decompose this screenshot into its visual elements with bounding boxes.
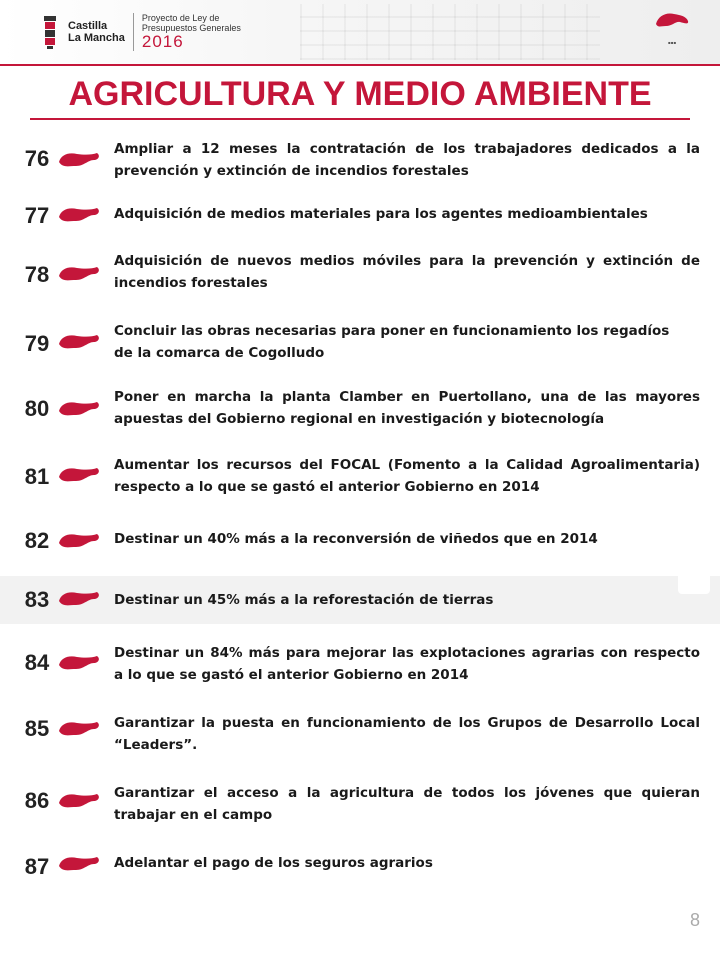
item-number: 79 [24, 331, 50, 356]
item-number: 80 [24, 396, 50, 421]
item-text: Destinar un 45% más a la reforestación de tierras [114, 592, 494, 608]
item-text: Adquisición de medios materiales para los agentes medioambientales [114, 206, 648, 222]
region-logo-caption: ▪▪▪ [667, 40, 677, 45]
item-text: Aumentar los recursos del FOCAL (Fomento a la Calidad Agroalimentaria) respecto a lo que se gastó el anterior Gobierno en 2014 [114, 457, 700, 495]
brand-logo [40, 12, 241, 52]
region-map-icon [58, 332, 102, 352]
item-text: Destinar un 40% más a la reconversión de viñedos que en 2014 [114, 531, 598, 547]
region-map-icon [654, 10, 690, 34]
item-number: 85 [24, 716, 50, 741]
brand-name [68, 20, 125, 44]
item-text: Destinar un 84% más para mejorar las explotaciones agrarias con respecto a lo que se gastó el anterior Gobierno en 2014 [114, 645, 700, 683]
project-line1: Proyecto de Ley de [141, 13, 220, 23]
item-number: 82 [24, 528, 50, 553]
region-map-icon [58, 653, 102, 673]
region-map-icon [58, 264, 102, 284]
region-map-icon [58, 205, 102, 225]
item-number: 83 [24, 587, 50, 612]
region-map-icon [58, 150, 102, 170]
brand-separator [133, 13, 134, 51]
item-text: Ampliar a 12 meses la contratación de los trabajadores dedicados a la prevención y extinción de incendios forestales [114, 141, 700, 179]
region-logo [654, 10, 690, 45]
project-line2: Presupuestos Generales [141, 23, 241, 33]
title-divider [30, 118, 690, 120]
item-number: 76 [24, 146, 50, 171]
item-text: Adelantar el pago de los seguros agrarios [114, 855, 433, 871]
region-map-icon [58, 465, 102, 485]
item-text: Garantizar el acceso a la agricultura de todos los jóvenes que quieran trabajar en el campo [114, 785, 700, 823]
item-text: Adquisición de nuevos medios móviles para la prevención y extinción de incendios forestales [114, 253, 700, 291]
item-number: 77 [24, 203, 50, 228]
region-map-icon [58, 791, 102, 811]
header-divider [0, 64, 720, 66]
budget-project [142, 13, 241, 51]
item-number: 81 [24, 464, 50, 489]
item-number: 86 [24, 788, 50, 813]
region-map-icon [58, 399, 102, 419]
crest-icon [40, 12, 60, 52]
region-map-icon [58, 719, 102, 739]
brand-name-line1: Castilla [68, 20, 108, 32]
region-map-icon [58, 531, 102, 551]
item-number: 87 [24, 854, 50, 879]
region-map-icon [58, 589, 102, 609]
item-number: 78 [24, 262, 50, 287]
item-text: Concluir las obras necesarias para poner en funcionamiento los regadíos de la comarca de Cogolludo [114, 323, 670, 361]
budget-year: 2016 [141, 32, 184, 51]
header-decoration [300, 4, 600, 60]
page-title: AGRICULTURA Y MEDIO AMBIENTE [68, 75, 652, 113]
region-map-icon [58, 854, 102, 874]
item-number: 84 [24, 650, 50, 675]
page-number: 8 [689, 910, 700, 930]
item-text: Poner en marcha la planta Clamber en Puertollano, una de las mayores apuestas del Gobierno regional en investigación y biotecnología [114, 389, 700, 427]
brand-name-line2: La Mancha [68, 32, 125, 44]
item-text: Garantizar la puesta en funcionamiento de los Grupos de Desarrollo Local “Leaders”. [114, 715, 700, 753]
